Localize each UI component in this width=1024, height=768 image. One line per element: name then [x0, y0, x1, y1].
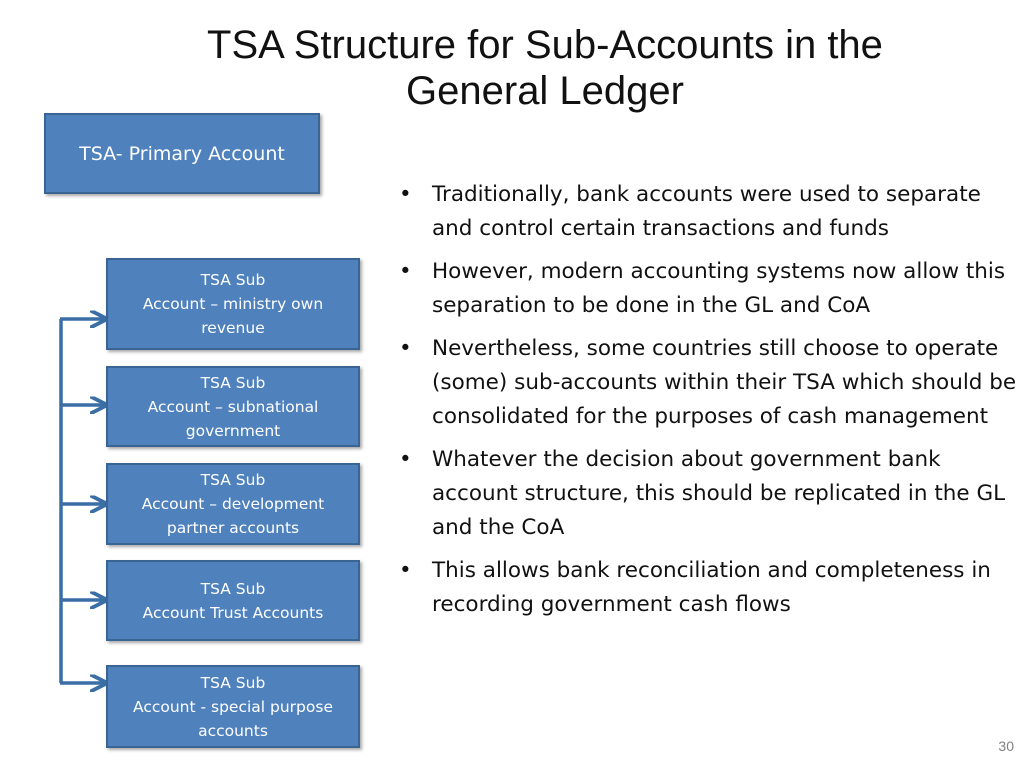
bullet-item — [396, 554, 1020, 622]
bullet-text: However, modern accounting systems now allow this separation to be done in the GL and CoA — [432, 259, 1006, 318]
sub-account-line: Account Trust Accounts — [142, 603, 324, 622]
sub-account-line: Account – ministry own — [142, 295, 324, 313]
sub-account-line: partner accounts — [166, 519, 300, 537]
sub-account-box-ministry — [106, 258, 360, 350]
sub-account-box-trust — [106, 560, 360, 641]
bullet-item — [396, 332, 1020, 434]
bullet-dot: • — [399, 447, 412, 472]
sub-account-line: government — [185, 421, 281, 440]
sub-account-line: revenue — [201, 319, 265, 337]
primary-account-label: TSA- Primary Account — [79, 142, 285, 165]
sub-account-line: Account – subnational — [147, 397, 319, 416]
bullet-list — [396, 178, 1020, 631]
bullet-text: Whatever the decision about government bank account structure, this should be replicated in the GL and the CoA — [432, 447, 1006, 540]
page-number: 30 — [998, 738, 1014, 754]
bullet-text: Nevertheless, some countries still choose to operate (some) sub-accounts within their TSA which should be consolidated for the purposes of cash management — [432, 336, 1017, 429]
sub-account-line: Account - special purpose — [132, 697, 333, 716]
bullet-dot: • — [399, 336, 412, 361]
sub-account-line: Account – development — [141, 495, 325, 513]
bullet-dot: • — [399, 182, 412, 207]
sub-account-line: TSA Sub — [200, 673, 266, 692]
sub-account-box-special — [106, 665, 360, 748]
sub-account-box-subnational — [106, 366, 360, 447]
sub-account-line: TSA Sub — [200, 271, 266, 289]
bullet-item — [396, 178, 1020, 246]
bullet-text: Traditionally, bank accounts were used to separate and control certain transactions and funds — [432, 182, 981, 241]
bullet-item — [396, 443, 1020, 545]
sub-account-line: TSA Sub — [200, 471, 266, 489]
bullet-text: This allows bank reconciliation and completeness in recording government cash flows — [432, 558, 991, 617]
bullet-item — [396, 255, 1020, 323]
sub-account-line: accounts — [198, 721, 268, 740]
bullet-dot: • — [399, 558, 412, 583]
sub-account-line: TSA Sub — [200, 373, 266, 392]
slide-title: TSA Structure for Sub-Accounts in the General Ledger — [207, 23, 883, 113]
sub-account-line: TSA Sub — [200, 579, 266, 598]
sub-account-box-development — [106, 463, 360, 545]
bullet-dot: • — [399, 259, 412, 284]
